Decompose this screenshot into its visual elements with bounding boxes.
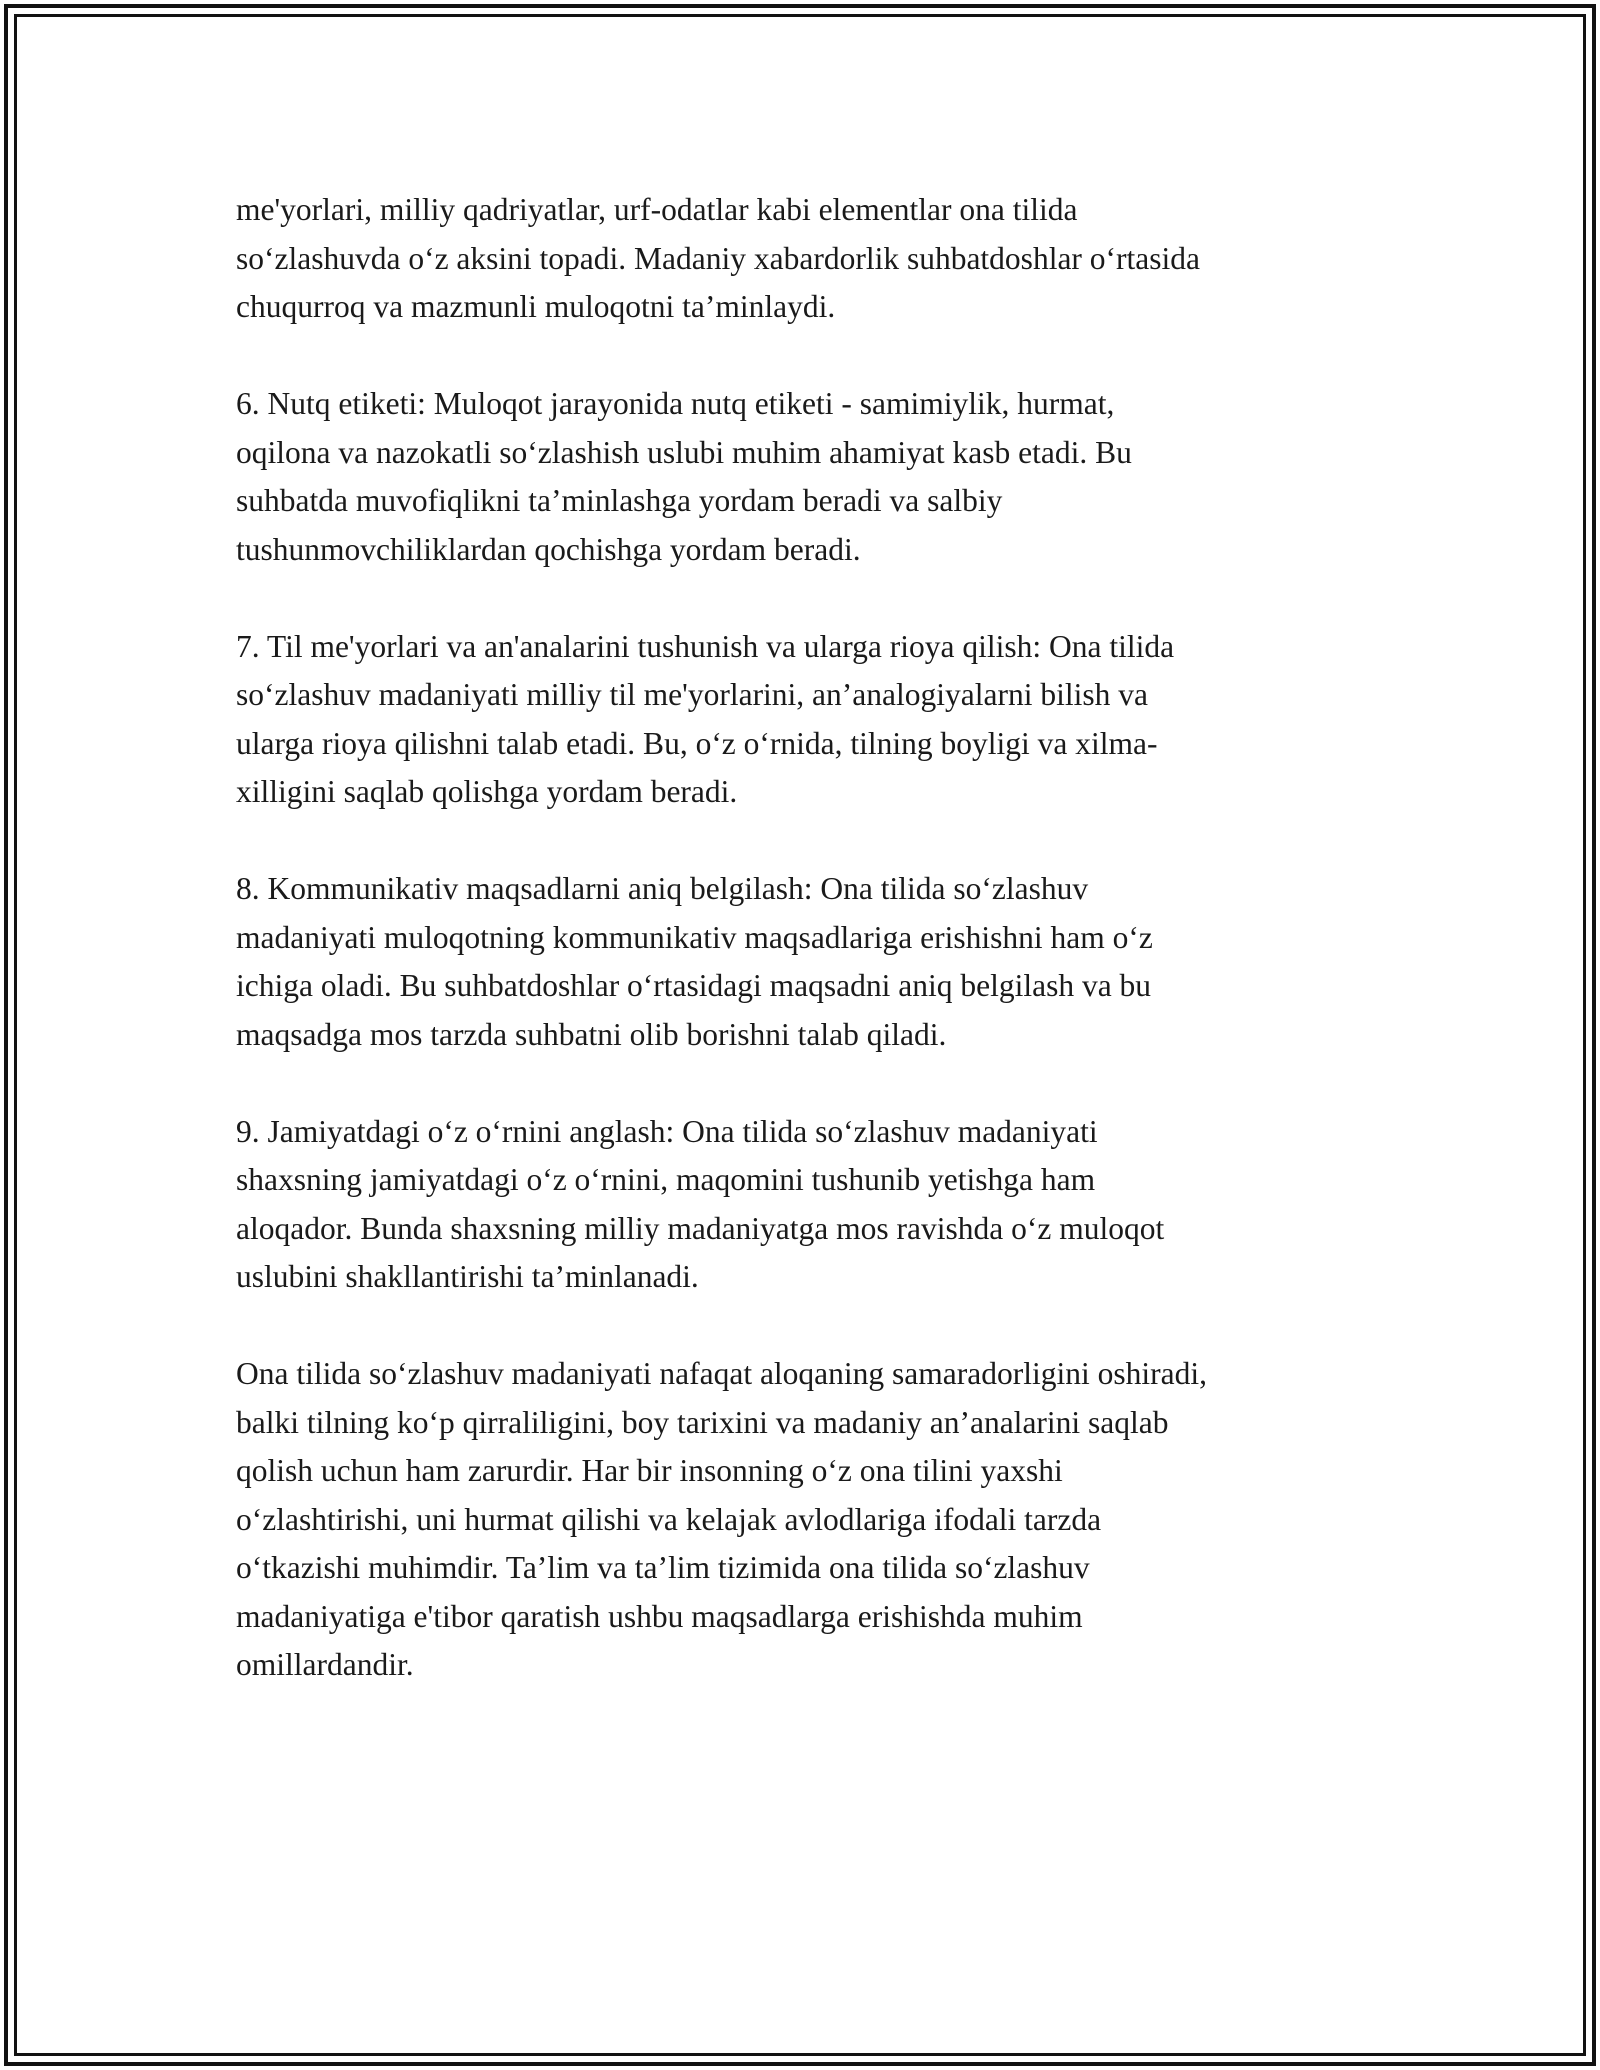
paragraph-cultural-awareness [236,186,1376,332]
text-line: 7. Til me'yorlari va an'analarini tushunish va ularga rioya qilish: Ona tilida [236,628,1175,664]
text-line: balki tilning ko‘p qirraliligini, boy tarixini va madaniy an’analarini saqlab [236,1404,1169,1440]
document-body [236,186,1376,1738]
text-line: aloqador. Bunda shaxsning milliy madaniyatga mos ravishda o‘z muloqot [236,1210,1165,1246]
text-line: 6. Nutq etiketi: Muloqot jarayonida nutq etiketi - samimiylik, hurmat, [236,386,1115,421]
text-line: oqilona va nazokatli so‘zlashish uslubi muhim ahamiyat kasb etadi. Bu [236,434,1132,470]
text-line: madaniyati muloqotning kommunikativ maqsadlariga erishishni ham o‘z [236,919,1153,955]
text-line: madaniyatiga e'tibor qaratish ushbu maqsadlarga erishishda muhim [236,1598,1083,1634]
text-line: ichiga oladi. Bu suhbatdoshlar o‘rtasidagi maqsadni aniq belgilash va bu [236,968,1152,1003]
text-line: uslubini shakllantirishi ta’minlanadi. [236,1259,699,1294]
text-line: omillardandir. [236,1647,414,1682]
text-line: qolish uchun ham zarurdir. Har bir insonning o‘z ona tilini yaxshi [236,1453,1063,1488]
text-line: so‘zlashuvda o‘z aksini topadi. Madaniy xabardorlik suhbatdoshlar o‘rtasida [236,240,1200,276]
text-line: xilligini saqlab qolishga yordam beradi. [236,774,738,809]
paragraph-conclusion [236,1350,1376,1690]
paragraph-item-6 [236,380,1376,574]
text-line: me'yorlari, milliy qadriyatlar, urf-odatlar kabi elementlar ona tilida [236,192,1078,227]
text-line: o‘zlashtirishi, uni hurmat qilishi va kelajak avlodlariga ifodali tarzda [236,1501,1102,1537]
text-line: 8. Kommunikativ maqsadlarni aniq belgilash: Ona tilida so‘zlashuv [236,871,1089,906]
text-line: maqsadga mos tarzda suhbatni olib borishni talab qiladi. [236,1016,947,1052]
paragraph-item-9 [236,1108,1376,1302]
paragraph-item-8 [236,865,1376,1059]
text-line: so‘zlashuv madaniyati milliy til me'yorlarini, an’analogiyalarni bilish va [236,677,1148,712]
paragraph-item-7 [236,623,1376,817]
text-line: suhbatda muvofiqlikni ta’minlashga yordam beradi va salbiy [236,483,1003,518]
text-line: Ona tilida so‘zlashuv madaniyati nafaqat aloqaning samaradorligini oshiradi, [236,1356,1207,1391]
text-line: 9. Jamiyatdagi o‘z o‘rnini anglash: Ona tilida so‘zlashuv madaniyati [236,1113,1098,1149]
text-line: shaxsning jamiyatdagi o‘z o‘rnini, maqomini tushunib yetishga ham [236,1162,1096,1197]
text-line: ularga rioya qilishni talab etadi. Bu, o‘z o‘rnida, tilning boyligi va xilma- [236,725,1158,761]
text-line: chuqurroq va mazmunli muloqotni ta’minlaydi. [236,289,836,324]
text-line: tushunmovchiliklardan qochishga yordam beradi. [236,531,861,567]
text-line: o‘tkazishi muhimdir. Ta’lim va ta’lim tizimida ona tilida so‘zlashuv [236,1550,1090,1585]
